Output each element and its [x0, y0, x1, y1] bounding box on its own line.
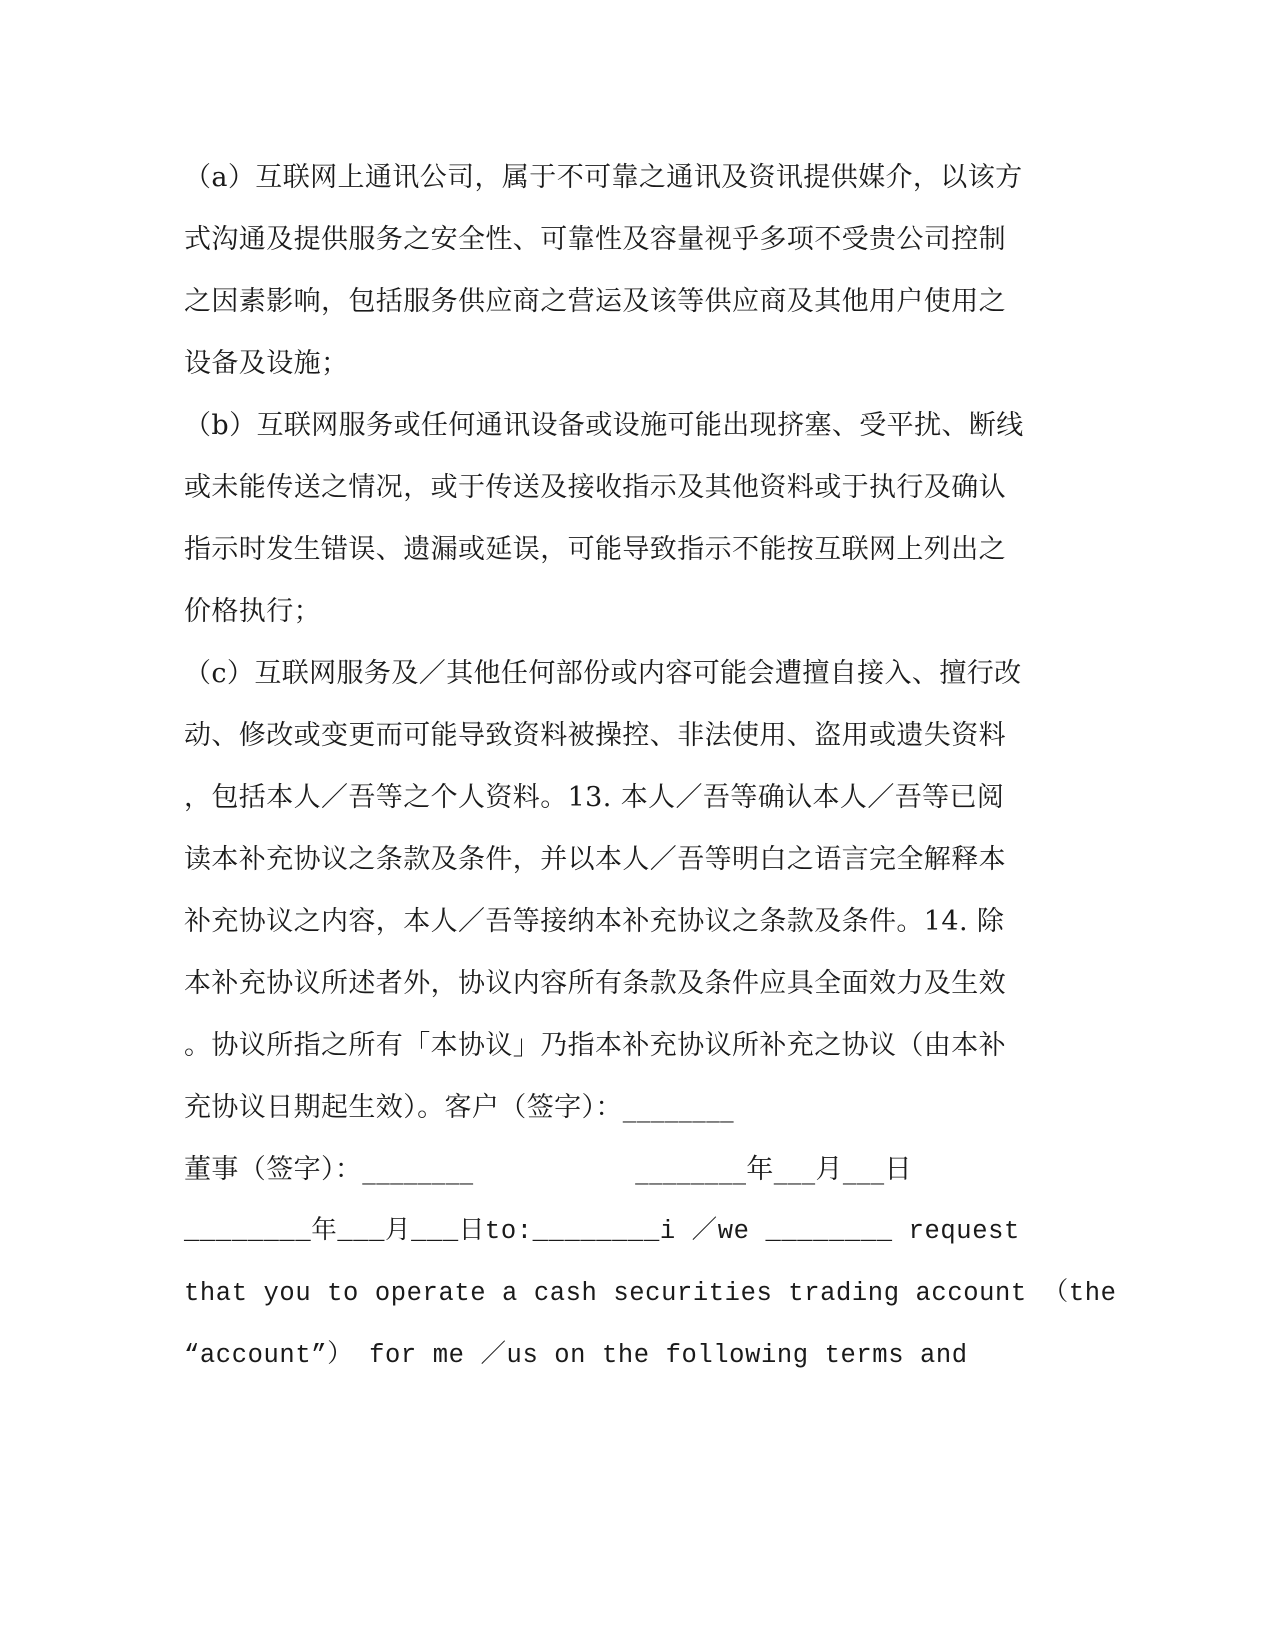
paragraph-line: 之因素影响，包括服务供应商之营运及该等供应商及其他用户使用之 [184, 286, 1006, 317]
paragraph-line: （c）互联网服务及／其他任何部份或内容可能会遭擅自接入、擅行改 [184, 658, 1022, 689]
paragraph-line: 指示时发生错误、遗漏或延误，可能导致指示不能按互联网上列出之 [184, 534, 1006, 565]
signature-line-director-date: 董事（签字）：________ ________年___月___日 [184, 1154, 912, 1185]
paragraph-line: 式沟通及提供服务之安全性、可靠性及容量视乎多项不受贵公司控制 [184, 224, 1006, 255]
paragraph-line: 动、修改或变更而可能导致资料被操控、非法使用、盗用或遗失资料 [184, 720, 1006, 751]
paragraph-line: 价格执行； [184, 596, 321, 627]
paragraph-line: 设备及设施； [184, 348, 349, 379]
paragraph-line: 或未能传送之情况，或于传送及接收指示及其他资料或于执行及确认 [184, 472, 1006, 503]
paragraph-line: 。协议所指之所有「本协议」乃指本补充协议所补充之协议（由本补 [184, 1030, 1006, 1061]
english-text-line: “account”） for me ／us on the following terms and [184, 1341, 968, 1370]
english-text-line: that you to operate a cash securities trading account （the [184, 1279, 1117, 1308]
paragraph-line: 补充协议之内容，本人／吾等接纳本补充协议之条款及条件。14. 除 [184, 906, 1005, 937]
paragraph-line: ，包括本人／吾等之个人资料。13. 本人／吾等确认本人／吾等已阅 [184, 782, 1005, 813]
request-line: ________年___月___日to:________i ／we ________ request [184, 1217, 1020, 1246]
paragraph-line: （b）互联网服务或任何通讯设备或设施可能出现挤塞、受平扰、断线 [184, 410, 1024, 441]
signature-line-customer: 充协议日期起生效）。客户（签字）：________ [184, 1092, 734, 1123]
paragraph-line: 本补充协议所述者外，协议内容所有条款及条件应具全面效力及生效 [184, 968, 1006, 999]
paragraph-line: （a）互联网上通讯公司，属于不可靠之通讯及资讯提供媒介，以该方 [184, 162, 1023, 193]
paragraph-line: 读本补充协议之条款及条件，并以本人／吾等明白之语言完全解释本 [184, 844, 1006, 875]
